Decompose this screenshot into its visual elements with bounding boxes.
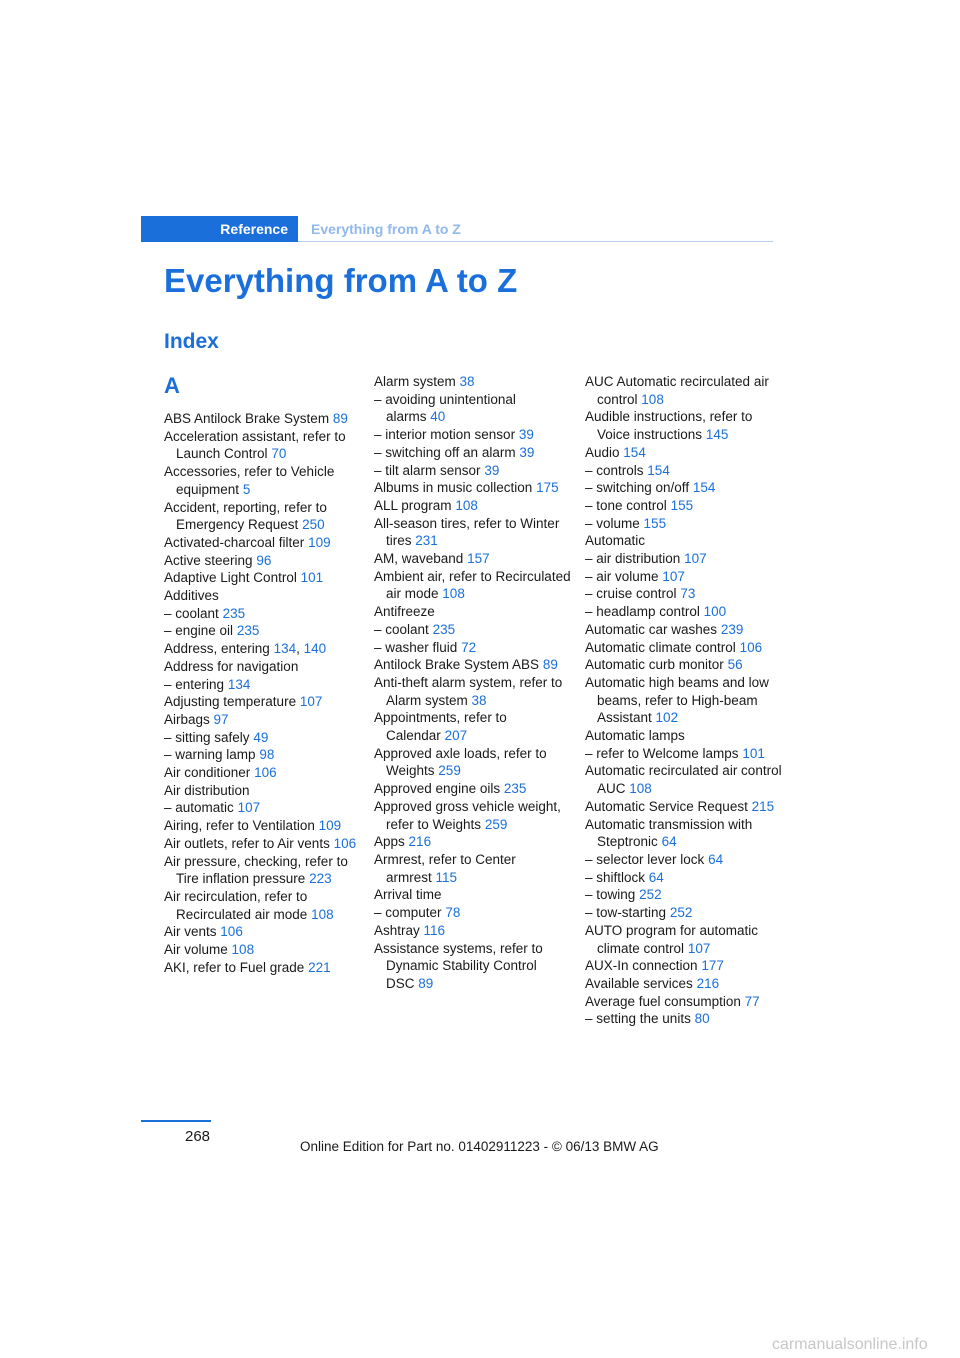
entry-text: – towing bbox=[585, 887, 636, 903]
entry-text: Acceleration assistant, refer to Launch Control bbox=[164, 428, 346, 462]
page-link[interactable]: 89 bbox=[332, 411, 348, 426]
index-letter: A bbox=[164, 373, 180, 398]
entry-text: – selector lever lock bbox=[585, 851, 705, 867]
page-link[interactable]: 108 bbox=[311, 906, 334, 922]
entry-text: Address for navigation bbox=[164, 658, 299, 674]
index-entry bbox=[374, 798, 574, 833]
index-entry bbox=[585, 532, 785, 550]
page-link[interactable]: 250 bbox=[302, 517, 325, 533]
index-entry bbox=[585, 373, 785, 408]
page-link[interactable]: 39 bbox=[484, 462, 500, 478]
index-entry bbox=[164, 552, 364, 570]
page-link[interactable]: 107 bbox=[237, 800, 261, 816]
entry-text: – computer bbox=[374, 905, 442, 921]
index-entry bbox=[585, 851, 785, 869]
page-title: Everything from A to Z bbox=[164, 262, 518, 299]
index-entry bbox=[585, 904, 785, 922]
index-entry bbox=[164, 499, 364, 534]
page-link[interactable]: 239 bbox=[720, 621, 744, 637]
index-entry bbox=[585, 585, 785, 603]
entry-text: Air recirculation, refer to Recirculated air mode bbox=[164, 888, 308, 922]
entry-text: Average fuel consumption bbox=[585, 993, 741, 1009]
page-link[interactable]: 252 bbox=[669, 905, 693, 921]
page-link[interactable]: 140 bbox=[303, 641, 327, 657]
index-entry bbox=[164, 658, 364, 676]
index-entry bbox=[164, 959, 364, 977]
index-entry bbox=[374, 833, 574, 851]
index-entry bbox=[374, 603, 574, 621]
index-entry bbox=[585, 869, 785, 887]
index-entry bbox=[585, 975, 785, 993]
page-link[interactable]: 259 bbox=[484, 816, 508, 832]
page-link[interactable]: 98 bbox=[259, 747, 275, 763]
index-entry bbox=[164, 410, 364, 428]
index-entry bbox=[585, 674, 785, 727]
index-entry bbox=[164, 711, 364, 729]
index-entry bbox=[164, 693, 364, 711]
page-link[interactable]: 107 bbox=[684, 551, 707, 567]
page-link[interactable]: 102 bbox=[655, 710, 679, 726]
page-link[interactable]: 108 bbox=[641, 391, 664, 407]
page-link[interactable]: 38 bbox=[471, 692, 487, 708]
index-entry bbox=[374, 479, 574, 497]
index-entry bbox=[585, 479, 785, 497]
index-entry bbox=[374, 639, 574, 657]
entry-text: Air conditioner bbox=[164, 765, 251, 781]
entry-text: Approved axle loads, refer to Weights bbox=[374, 745, 547, 779]
entry-text: Active steering bbox=[164, 552, 253, 568]
index-entry bbox=[585, 798, 785, 816]
index-entry bbox=[374, 922, 574, 940]
section-tab bbox=[141, 216, 298, 242]
page-link[interactable]: 235 bbox=[236, 623, 260, 639]
index-entry bbox=[585, 727, 785, 745]
page-link[interactable]: 89 bbox=[542, 657, 558, 673]
index-entry bbox=[585, 886, 785, 904]
index-heading: Index bbox=[164, 330, 219, 353]
section-label: Reference bbox=[220, 221, 288, 237]
page-link[interactable]: 80 bbox=[694, 1011, 710, 1027]
page-link[interactable]: 56 bbox=[727, 657, 743, 673]
entry-text: Accident, reporting, refer to Emergency Request bbox=[164, 499, 327, 533]
index-entry bbox=[585, 656, 785, 674]
page-link[interactable]: 108 bbox=[442, 586, 465, 602]
entry-text: – controls bbox=[585, 462, 644, 478]
entry-text: Activated-charcoal filter bbox=[164, 534, 305, 550]
index-entry bbox=[585, 762, 785, 797]
page-link[interactable]: 78 bbox=[445, 905, 461, 921]
entry-text: – sitting safely bbox=[164, 729, 250, 745]
page-link[interactable]: 155 bbox=[670, 497, 694, 513]
entry-text: Albums in music collection bbox=[374, 480, 533, 496]
entry-text: AUC Automatic recirculated air control bbox=[585, 374, 769, 407]
page-link[interactable]: 38 bbox=[459, 374, 475, 389]
entry-text: – air volume bbox=[585, 568, 659, 584]
page-link[interactable]: 70 bbox=[271, 446, 287, 462]
entry-text: Apps bbox=[374, 834, 405, 850]
page-link[interactable]: 235 bbox=[432, 621, 456, 637]
page-link[interactable]: 109 bbox=[308, 534, 331, 550]
entry-text: Air volume bbox=[164, 942, 228, 958]
entry-text: Automatic curb monitor bbox=[585, 657, 724, 673]
page-link[interactable]: 77 bbox=[744, 993, 760, 1009]
entry-text: – air distribution bbox=[585, 551, 681, 567]
entry-text: – tilt alarm sensor bbox=[374, 462, 481, 478]
page-link[interactable]: 49 bbox=[253, 729, 269, 745]
page-link[interactable]: 216 bbox=[696, 975, 720, 991]
page-link[interactable]: 64 bbox=[648, 869, 664, 885]
entry-text: Air distribution bbox=[164, 782, 250, 798]
page-link[interactable]: 107 bbox=[662, 568, 685, 584]
entry-text: Automatic climate control bbox=[585, 639, 736, 655]
page-link[interactable]: 207 bbox=[444, 728, 468, 744]
index-entry: Address, entering 134, 140 bbox=[164, 641, 327, 657]
entry-text: Additives bbox=[164, 588, 219, 604]
entry-text: Ashtray bbox=[374, 922, 420, 938]
entry-text: Approved engine oils bbox=[374, 781, 501, 797]
entry-text: Alarm system bbox=[374, 374, 456, 389]
page-link[interactable]: 106 bbox=[220, 924, 243, 940]
page-link[interactable]: 175 bbox=[536, 480, 559, 496]
page-link[interactable]: 231 bbox=[415, 533, 438, 549]
entry-text: – automatic bbox=[164, 800, 234, 816]
entry-text: Ambient air, refer to Recirculated air mode bbox=[374, 568, 571, 602]
entry-text: – switching on/off bbox=[585, 480, 690, 496]
page-link[interactable]: 259 bbox=[438, 763, 461, 779]
index-entry bbox=[374, 373, 574, 391]
index-entry bbox=[374, 426, 574, 444]
entry-text: Airbags bbox=[164, 711, 210, 727]
page-link[interactable]: 134 bbox=[227, 676, 251, 692]
page-link[interactable]: 157 bbox=[467, 551, 490, 567]
index-entry bbox=[374, 391, 574, 426]
entry-text: Adaptive Light Control bbox=[164, 570, 297, 586]
page-link[interactable]: 39 bbox=[518, 427, 534, 443]
index-entry bbox=[164, 799, 364, 817]
index-entry bbox=[374, 709, 574, 744]
index-entry bbox=[164, 746, 364, 764]
index-entry bbox=[164, 764, 364, 782]
page-link[interactable]: 106 bbox=[333, 835, 357, 851]
entry-text: Automatic bbox=[585, 533, 646, 549]
page-link[interactable]: 115 bbox=[435, 869, 458, 885]
entry-text: – switching off an alarm bbox=[374, 444, 516, 460]
index-entry bbox=[374, 462, 574, 480]
entry-text: Automatic Service Request bbox=[585, 798, 748, 814]
page-link[interactable]: 154 bbox=[692, 480, 716, 496]
index-column-1 bbox=[164, 373, 364, 977]
index-entry bbox=[374, 940, 574, 993]
entry-text: Air vents bbox=[164, 924, 217, 940]
index-entry bbox=[585, 603, 785, 621]
page-link[interactable]: 235 bbox=[503, 781, 527, 797]
footer-rule bbox=[141, 1120, 211, 1122]
index-entry bbox=[585, 922, 785, 957]
entry-text: – interior motion sensor bbox=[374, 427, 516, 443]
index-entry bbox=[374, 550, 574, 568]
entry-text: Accessories, refer to Vehicle equipment bbox=[164, 464, 335, 497]
entry-text: Armrest, refer to Center armrest bbox=[374, 851, 516, 885]
page-link[interactable]: 154 bbox=[623, 444, 646, 460]
page-link[interactable]: 39 bbox=[519, 444, 535, 460]
index-entry bbox=[374, 851, 574, 886]
entry-text: AUX-In connection bbox=[585, 958, 698, 974]
page-link[interactable]: 145 bbox=[705, 427, 729, 443]
index-entry bbox=[374, 674, 574, 709]
entry-text: AM, waveband bbox=[374, 551, 464, 567]
index-entry bbox=[374, 886, 574, 904]
index-entry bbox=[585, 639, 785, 657]
entry-text: – avoiding unintentional alarms bbox=[374, 391, 516, 425]
entry-text: Automatic lamps bbox=[585, 728, 685, 744]
entry-text: Audible instructions, refer to Voice instructions bbox=[585, 409, 753, 443]
index-entry bbox=[585, 816, 785, 851]
index-entry bbox=[164, 941, 364, 959]
page-link[interactable]: 107 bbox=[687, 940, 711, 956]
page-link[interactable]: 101 bbox=[742, 745, 765, 761]
page-link[interactable]: 216 bbox=[408, 834, 432, 850]
index-entry bbox=[585, 497, 785, 515]
page-link[interactable]: 252 bbox=[639, 887, 662, 903]
page-link[interactable]: 108 bbox=[231, 942, 255, 958]
entry-text: Air pressure, checking, refer to Tire inflation pressure bbox=[164, 853, 348, 887]
page-link[interactable]: 72 bbox=[461, 639, 477, 655]
index-entry bbox=[585, 993, 785, 1011]
page-link[interactable]: 108 bbox=[455, 497, 478, 513]
entry-text: – tone control bbox=[585, 497, 667, 513]
index-entry bbox=[585, 621, 785, 639]
entry-text: – volume bbox=[585, 515, 640, 531]
page-link[interactable]: 235 bbox=[222, 605, 246, 621]
index-entry bbox=[585, 444, 785, 462]
entry-text: Automatic car washes bbox=[585, 621, 718, 637]
index-entry bbox=[585, 745, 785, 763]
page-link[interactable]: 155 bbox=[643, 515, 667, 531]
index-entry bbox=[164, 853, 364, 888]
entry-text: – entering bbox=[164, 676, 225, 692]
index-entry bbox=[164, 817, 364, 835]
index-entry bbox=[585, 568, 785, 586]
page-link[interactable]: 64 bbox=[661, 834, 677, 850]
page-number: 268 bbox=[185, 1128, 211, 1145]
page-link[interactable]: 215 bbox=[751, 798, 775, 814]
entry-text: – setting the units bbox=[585, 1011, 691, 1027]
entry-text: – tow-starting bbox=[585, 905, 667, 921]
index-entry bbox=[374, 780, 574, 798]
entry-text: Adjusting temperature bbox=[164, 694, 297, 710]
entry-text: – coolant bbox=[164, 605, 219, 621]
index-entry bbox=[374, 656, 574, 674]
index-entry bbox=[164, 923, 364, 941]
entry-text: Available services bbox=[585, 975, 693, 991]
entry-text: Anti-theft alarm system, refer to Alarm system bbox=[374, 674, 563, 708]
page-link[interactable]: 5 bbox=[242, 481, 251, 497]
index-entry bbox=[164, 888, 364, 923]
index-entry bbox=[164, 729, 364, 747]
entry-text: – headlamp control bbox=[585, 604, 700, 620]
index-entry bbox=[374, 904, 574, 922]
page-link[interactable]: 101 bbox=[300, 570, 324, 586]
index-entry bbox=[164, 622, 364, 640]
index-entry bbox=[164, 534, 364, 552]
index-entry bbox=[374, 497, 574, 515]
page-link[interactable]: 96 bbox=[256, 552, 272, 568]
index-entry bbox=[164, 782, 364, 800]
entry-text: – washer fluid bbox=[374, 639, 458, 655]
header-subtitle: Everything from A to Z bbox=[311, 221, 461, 237]
entry-text: – refer to Welcome lamps bbox=[585, 745, 739, 761]
page-link[interactable]: 177 bbox=[701, 958, 724, 974]
index-entry bbox=[374, 568, 574, 603]
entry-text: All-season tires, refer to Winter tires bbox=[374, 515, 560, 549]
entry-text: Appointments, refer to Calendar bbox=[374, 710, 507, 744]
page-link[interactable]: 106 bbox=[739, 639, 763, 655]
entry-text: Antifreeze bbox=[374, 604, 435, 620]
page-link[interactable]: 89 bbox=[418, 975, 434, 991]
entry-text: Assistance systems, refer to Dynamic Stability Control DSC bbox=[374, 940, 543, 991]
page-link[interactable]: 134 bbox=[273, 641, 297, 657]
entry-text: Air outlets, refer to Air vents bbox=[164, 835, 330, 851]
entry-text: Automatic recirculated air control AUC bbox=[585, 763, 782, 797]
entry-text: – cruise control bbox=[585, 586, 677, 602]
entry-text: – warning lamp bbox=[164, 747, 256, 763]
entry-text: Airing, refer to Ventilation bbox=[164, 818, 315, 834]
entry-text: AKI, refer to Fuel grade bbox=[164, 959, 305, 975]
page-link[interactable]: 64 bbox=[708, 851, 724, 867]
index-entry bbox=[374, 745, 574, 780]
index-entry bbox=[164, 835, 364, 853]
index-entry bbox=[585, 462, 785, 480]
index-entry bbox=[585, 550, 785, 568]
entry-text: – engine oil bbox=[164, 623, 234, 639]
page-link[interactable]: 108 bbox=[629, 781, 652, 797]
entry-text: Automatic high beams and low beams, refer to High-beam Assistant bbox=[585, 674, 769, 726]
entry-text: Automatic transmission with Steptronic bbox=[585, 816, 753, 850]
index-entry bbox=[164, 428, 364, 463]
entry-text: Antilock Brake System ABS bbox=[374, 657, 540, 673]
index-entry bbox=[164, 463, 364, 498]
index-entry bbox=[585, 1010, 785, 1028]
entry-text: Approved gross vehicle weight, refer to Weights bbox=[374, 798, 561, 832]
page-link[interactable]: 106 bbox=[254, 765, 277, 781]
page-link[interactable]: 73 bbox=[680, 586, 696, 602]
entry-text: AUTO program for automatic climate control bbox=[585, 922, 759, 956]
page-link[interactable]: 223 bbox=[309, 871, 332, 887]
index-entry bbox=[585, 408, 785, 443]
page-link[interactable]: 100 bbox=[703, 604, 727, 620]
page-link[interactable]: 116 bbox=[423, 922, 446, 938]
entry-text: – coolant bbox=[374, 621, 429, 637]
index-entry bbox=[585, 515, 785, 533]
entry-text: ABS Antilock Brake System bbox=[164, 411, 330, 426]
index-entry bbox=[164, 676, 364, 694]
index-column-2 bbox=[374, 373, 574, 993]
index-entry bbox=[374, 621, 574, 639]
entry-text: ALL program bbox=[374, 497, 452, 513]
entry-text: Address, entering bbox=[164, 641, 270, 657]
index-column-3 bbox=[585, 373, 785, 1028]
entry-text: – shiftlock bbox=[585, 869, 646, 885]
watermark: carmanualsonline.info bbox=[772, 1336, 928, 1353]
index-entry bbox=[585, 957, 785, 975]
page-link[interactable]: 97 bbox=[213, 711, 229, 727]
entry-text: Arrival time bbox=[374, 887, 442, 903]
index-entry bbox=[374, 444, 574, 462]
page-link[interactable]: 40 bbox=[430, 409, 446, 425]
index-entry bbox=[164, 569, 364, 587]
index-entry bbox=[164, 587, 364, 605]
index-entry bbox=[164, 605, 364, 623]
header-rule bbox=[298, 241, 773, 242]
page-link[interactable]: 154 bbox=[647, 462, 670, 478]
page-link[interactable]: 107 bbox=[299, 694, 323, 710]
edition-note: Online Edition for Part no. 01402911223 - © 06/13 BMW AG bbox=[300, 1139, 659, 1154]
page-link[interactable]: 221 bbox=[308, 959, 331, 975]
page-link[interactable]: 109 bbox=[318, 818, 342, 834]
entry-text: Audio bbox=[585, 444, 620, 460]
index-entry bbox=[374, 515, 574, 550]
